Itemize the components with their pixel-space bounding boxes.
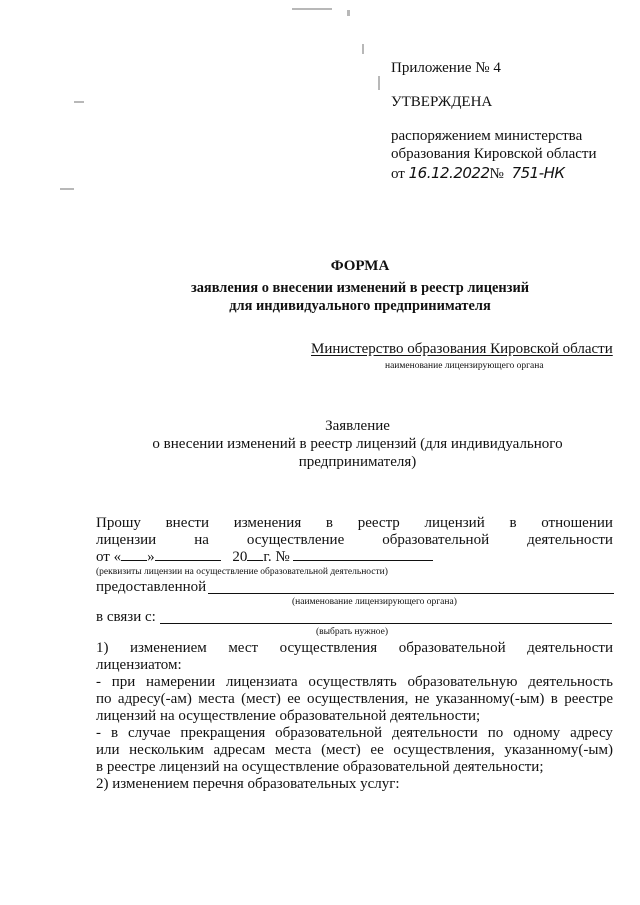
word: отношении	[541, 515, 613, 531]
word: или	[96, 742, 120, 758]
order-number-handwritten: 751-НК	[511, 164, 565, 182]
reason-field-line	[160, 623, 612, 624]
scan-speck	[74, 101, 84, 103]
order-from-label: от	[391, 166, 405, 182]
word: прекращения	[180, 725, 266, 741]
bullet2-line-3: в реестре лицензий на осуществление образовательной деятельности;	[96, 759, 544, 775]
provided-label: предоставленной	[96, 579, 207, 595]
scan-speck	[292, 8, 332, 10]
approved-label: УТВЕРЖДЕНА	[391, 94, 493, 110]
word: в	[550, 691, 558, 707]
word: 1)	[96, 640, 109, 656]
word: деятельности	[527, 532, 613, 548]
year-suffix-label: г. №	[263, 549, 290, 565]
licensing-authority-caption: наименование лицензирующего органа	[385, 361, 544, 371]
word: адресу(-ам)	[117, 691, 192, 707]
date-open-label: от «	[96, 549, 122, 565]
word: в	[325, 515, 334, 531]
licensing-authority-name: Министерство образования Кировской области	[311, 341, 613, 357]
provided-field-line	[208, 593, 614, 594]
word: изменения	[233, 515, 302, 531]
word: случае	[127, 725, 171, 741]
order-date-line	[391, 164, 565, 183]
word: осуществления,	[306, 691, 409, 707]
word: нескольким	[129, 742, 204, 758]
item1-continuation: лицензиатом:	[96, 657, 182, 673]
word: -	[96, 725, 101, 741]
word: образовательной	[275, 725, 383, 741]
word: указанному(-ым)	[504, 742, 613, 758]
order-date-handwritten: 16.12.2022	[408, 164, 490, 182]
provided-caption: (наименование лицензирующего органа)	[292, 597, 457, 607]
word: в	[110, 725, 119, 741]
word: образовательную	[407, 674, 518, 690]
bullet1-line-2	[96, 691, 613, 708]
appendix-label: Приложение № 4	[391, 60, 501, 76]
word: осуществление	[246, 532, 345, 548]
reason-caption: (выбрать нужное)	[316, 627, 389, 637]
word: реестр	[357, 515, 400, 531]
word: адресу	[570, 725, 613, 741]
word: образовательной	[382, 532, 490, 548]
word: деятельности	[527, 640, 613, 656]
form-subtitle-line-2: для индивидуального предпринимателя	[229, 298, 491, 314]
word: реестре	[564, 691, 613, 707]
statement-line-2: предпринимателя)	[298, 454, 417, 470]
word: на	[194, 532, 209, 548]
word: внести	[165, 515, 209, 531]
license-date-line	[96, 549, 433, 566]
word: (мест)	[241, 691, 281, 707]
requisites-caption: (реквизиты лицензии на осуществление образовательной деятельности)	[96, 567, 388, 577]
word: по	[96, 691, 112, 707]
word: лицензий	[424, 515, 485, 531]
word: лицензии	[96, 532, 157, 548]
word: места	[274, 742, 312, 758]
reason-label: в связи с:	[96, 609, 156, 625]
statement-line-1: о внесении изменений в реестр лицензий (для индивидуального	[152, 436, 563, 452]
word: по	[487, 725, 504, 741]
scan-speck	[362, 44, 364, 54]
word: деятельность	[528, 674, 613, 690]
word: (мест)	[321, 742, 361, 758]
request-line	[96, 515, 613, 532]
word: осуществлять	[308, 674, 397, 690]
form-title: ФОРМА	[330, 258, 390, 274]
bullet2-line-1	[96, 725, 613, 742]
scan-speck	[347, 10, 350, 16]
word: -	[96, 674, 101, 690]
word: адресам	[213, 742, 266, 758]
order-line-2: образования Кировской области	[391, 146, 597, 162]
statement-title: Заявление	[325, 418, 390, 434]
word: в	[509, 515, 517, 531]
item2-line: 2) изменением перечня образовательных услуг:	[96, 776, 400, 792]
word: образовательной	[398, 640, 506, 656]
year-prefix-label: 20	[232, 549, 248, 565]
word: одному	[513, 725, 561, 741]
order-line-1: распоряжением министерства	[391, 128, 583, 144]
word: при	[111, 674, 136, 690]
bullet1-line-1	[96, 674, 613, 691]
word: ее	[370, 742, 384, 758]
word: мест	[228, 640, 259, 656]
word: осуществления	[279, 640, 378, 656]
scan-speck	[378, 76, 380, 90]
word: деятельности	[391, 725, 478, 741]
form-subtitle-line-1: заявления о внесении изменений в реестр лицензий	[190, 280, 530, 296]
order-number-sign: №	[489, 166, 504, 182]
item1-line	[96, 640, 613, 657]
word: осуществления,	[393, 742, 495, 758]
word: лицензиата	[225, 674, 298, 690]
word: места	[198, 691, 235, 707]
word: намерении	[146, 674, 216, 690]
bullet1-line-3: лицензий на осуществление образовательной деятельности;	[96, 708, 481, 724]
word: ее	[287, 691, 301, 707]
bullet2-line-2	[96, 742, 613, 759]
license-line	[96, 532, 613, 549]
word: изменением	[130, 640, 207, 656]
scan-speck	[60, 188, 74, 190]
word: указанному(-ым)	[435, 691, 545, 707]
date-close-label: »	[147, 549, 155, 565]
word: не	[414, 691, 430, 707]
word: Прошу	[96, 515, 141, 531]
